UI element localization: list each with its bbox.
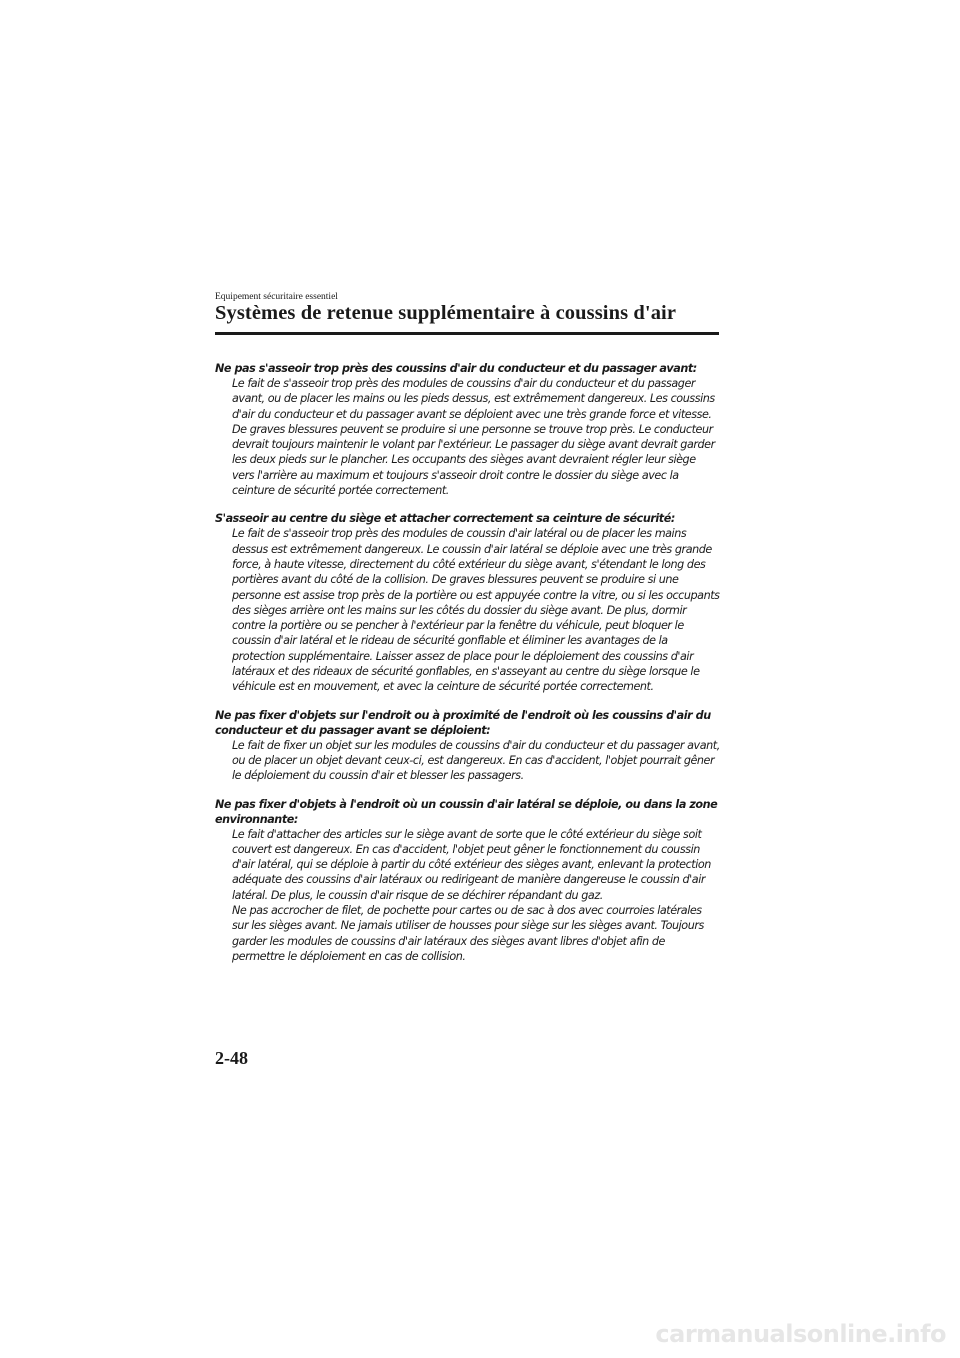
warning-item	[215, 511, 720, 694]
warning-content	[215, 361, 720, 977]
warning-body: Le fait de s'asseoir trop près des modules de coussin d'air latéral ou de placer les mains dessus est extrêmement dangereux. Le coussin d'air latéral se déploie avec une très grande force, à haute vitesse, directement du côté extérieur du siège avant, s'étendant le long des portières avant du côté de la collision. De graves blessures peuvent se produire si une personne est assise trop près de la portière ou est appuyée contre la vitre, ou si les occupants des sièges arrière ont les mains sur les côtés du dossier du siège avant. De plus, dormir contre la portière ou se pencher à l'extérieur par la fenêtre du véhicule, peut bloquer le coussin d'air latéral et le rideau de sécurité gonflable et éliminer les avantages de la protection supplémentaire. Laisser assez de place pour le déploiement des coussins d'air latéraux et des rideaux de sécurité gonflables, en s'asseyant au centre du siège lorsque le véhicule est en mouvement, et avec la ceinture de sécurité portée correctement.	[232, 527, 720, 694]
warning-body: Le fait de fixer un objet sur les modules de coussins d'air du conducteur et du passager avant, ou de placer un objet devant ceux-ci, est dangereux. En cas d'accident, l'objet pourrait gêner le déploiement du coussin d'air et blesser les passagers.	[232, 738, 720, 783]
section-label: Equipement sécuritaire essentiel	[215, 292, 338, 302]
warning-heading: Ne pas fixer d'objets sur l'endroit ou à proximité de l'endroit où les coussins d'air du conducteur et du passager avant se déploient:	[215, 708, 711, 737]
warning-item	[215, 797, 720, 965]
warning-heading: Ne pas fixer d'objets à l'endroit où un coussin d'air latéral se déploie, ou dans la zone environnante:	[215, 797, 718, 826]
warning-item	[215, 361, 720, 498]
warning-body-continued: Ne pas accrocher de filet, de pochette pour cartes ou de sac à dos avec courroies latérales sur les sièges avant. Ne jamais utiliser de housses pour siège sur les sièges avant. Toujours garder les modules de coussins d'air latéraux des sièges avant libres d'objet afin de permettre le déploiement en cas de collision.	[232, 904, 704, 963]
warning-body: Le fait d'attacher des articles sur le siège avant de sorte que le côté extérieur du siège soit couvert est dangereux. En cas d'accident, l'objet peut gêner le fonctionnement du coussin d'air latéral, qui se déploie à partir du côté extérieur des sièges avant, enlevant la protection adéquate des coussins d'air latéraux ou redirigeant de manière dangereuse le coussin d'air latéral. De plus, le coussin d'air risque de se déchirer répandant du gaz.	[232, 827, 711, 902]
warning-heading: Ne pas s'asseoir trop près des coussins d'air du conducteur et du passager avant:	[215, 362, 697, 375]
page-title: Systèmes de retenue supplémentaire à coussins d'air	[215, 302, 677, 324]
page-number: 2-48	[215, 1048, 248, 1068]
warning-heading: S'asseoir au centre du siège et attacher correctement sa ceinture de sécurité:	[215, 512, 675, 526]
warning-item	[215, 708, 720, 784]
title-rule	[215, 332, 719, 335]
watermark-url[interactable]: carmanualsonline.info	[655, 1320, 946, 1348]
warning-body: Le fait de s'asseoir trop près des modules de coussins d'air du conducteur et du passager avant, ou de placer les mains ou les pieds dessus, est extrêmement dangereux. Les coussins d'air du conducteur et du passager avant se déploient avec une très grande force et vitesse. De graves blessures peuvent se produire si une personne se trouve trop près. Le conducteur devrait toujours maintenir le volant par l'extérieur. Le passager du siège avant devrait garder les deux pieds sur le plancher. Les occupants des sièges avant devraient régler leur siège vers l'arrière au maximum et toujours s'asseoir droit contre le dossier du siège avec la ceinture de sécurité portée correctement.	[232, 377, 715, 498]
